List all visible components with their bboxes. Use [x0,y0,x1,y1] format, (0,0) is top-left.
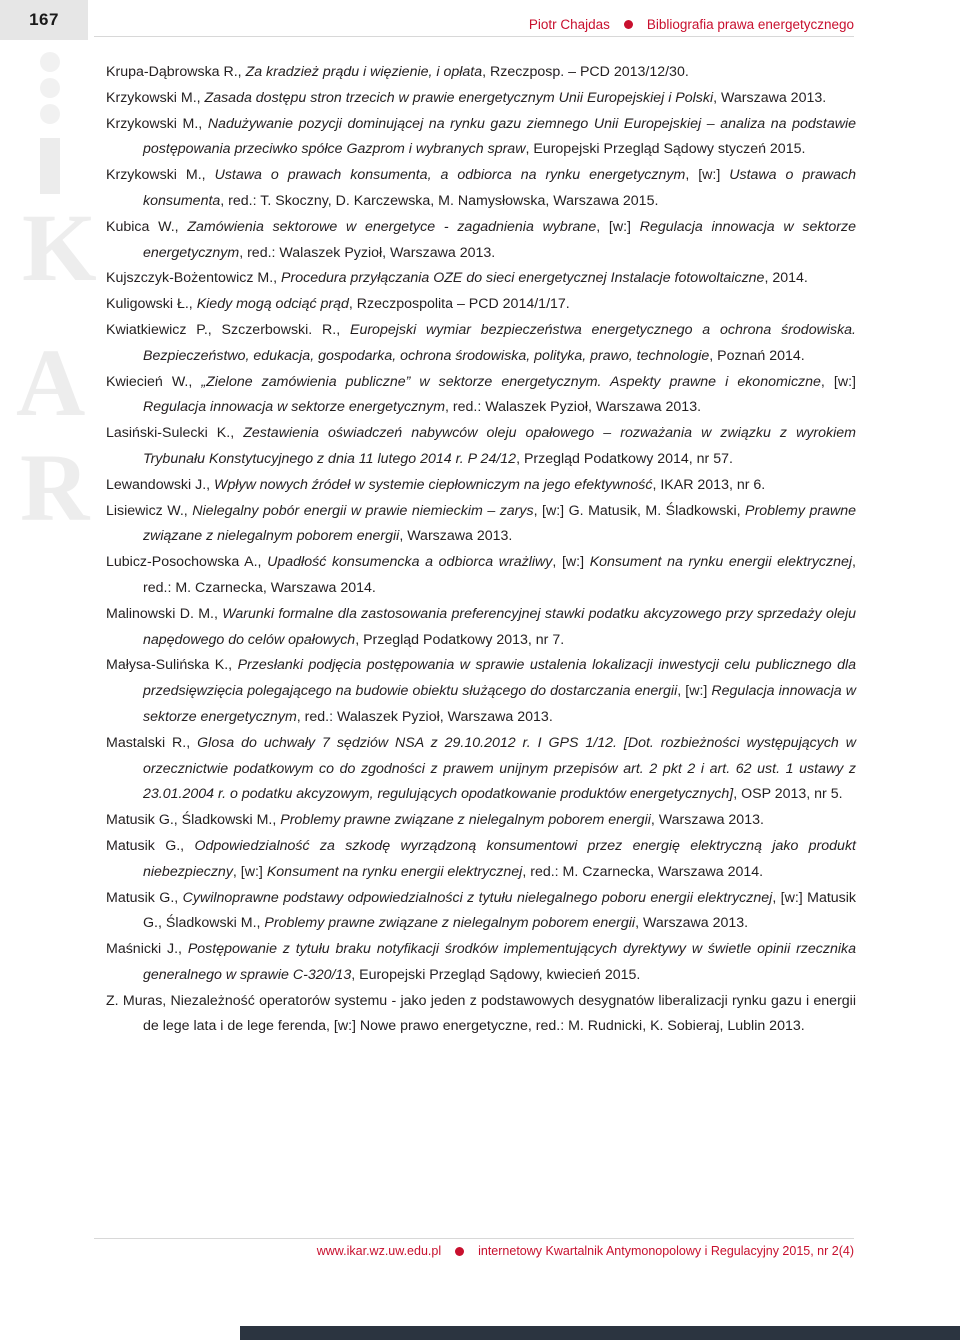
entry-title-segment: „Zielone zamówienia publiczne” w sektorze energetycznym. Aspekty prawne i ekonomiczne [201,373,821,390]
entry-title-segment: Konsument na rynku energii elektrycznej [266,863,523,880]
entry-text-segment: , [w:] G. Matusik, M. Śladkowski, [533,502,746,519]
entry-title-segment: Ustawa o prawach konsumenta [143,167,856,209]
entry-text-segment: , [w:] [677,683,712,700]
entry-text-segment: Kuligowski Ł., [106,296,197,313]
entry-title-segment: Za kradzież prądu i więzienie, i opłata [245,64,483,80]
bibliography-entry [106,163,856,215]
entry-title-segment: Europejski wymiar bezpieczeństwa energetycznego a ochrona środowiska. Bezpieczeństwo, edukacja, gospodarka, ochrona środowiska, polityka, prawo, technologie [143,321,856,364]
entry-title-segment: Ustawa o prawach konsumenta, a odbiorca na rynku energetycznym [214,167,686,184]
entry-title-segment: Zamówienia sektorowe w energetyce - zagadnienia wybrane [187,218,597,235]
entry-title-segment: Problemy prawne związane z nielegalnym poborem energii [264,915,636,932]
entry-title-segment: Konsument na rynku energii elektrycznej [589,554,853,571]
entry-title-segment: Wpływ nowych źródeł w systemie ciepłowniczym na jego efektywność [214,476,653,493]
bibliography-entry [106,266,856,292]
entry-title-segment: Problemy prawne związane z nielegalnym poborem energii [143,502,856,545]
bibliography-entry [106,421,856,473]
bibliography-entry [106,731,856,808]
footer-journal: internetowy Kwartalnik Antymonopolowy i Regulacyjny 2015, nr 2(4) [478,1244,854,1258]
bibliography-entry [106,602,856,654]
entry-title-segment: Regulacja innowacja w sektorze energetycznym [143,399,446,416]
entry-text-segment: Kubica W., [106,218,188,235]
entry-title-segment: Regulacja innowacja w sektorze energetycznym [143,683,856,725]
entry-text-segment: Z. Muras, Niezależność operatorów systemu - jako jeden z podstawowych desygnatów liberalizacji rynku gazu i energii de lege lata i de lege ferenda, [w:] Nowe prawo energetyczne, red.: M. Rudnicki, K. Sobieraj, Lublin 2013. [106,992,856,1035]
entry-text-segment: , Poznań 2014. [709,347,805,364]
header-rule [94,36,854,37]
entry-title-segment: Glosa do uchwały 7 sędziów NSA z 29.10.2012 r. I GPS 1/12. [Dot. rozbieżności występujących w orzecznictwie podatkowym co do zgodności z prawem unijnym przepisów art. 2 pkt 2 i art. 62 ust. 1 ustawy z 23.01.2004 r. [143,734,856,803]
entry-text-segment: , [w:] [596,218,640,235]
bibliography-entry [106,60,856,86]
entry-title-segment: Zestawienia oświadczeń nabywców oleju opałowego – rozważania w związku z wyrokiem Trybunału Konstytucyjnego z dnia 11 lutego 2014 r. P 24/12 [143,425,856,467]
logo-letter-a: A [16,329,86,436]
entry-text-segment: , Rzeczpospolita – PCD 2014/1/17. [348,296,570,313]
entry-text-segment: Lasiński-Sulecki K., [106,425,244,442]
entry-text-segment: , red.: M. Czarnecka, Warszawa 2014. [143,554,856,596]
entry-text-segment: , [w:] [820,373,856,390]
entry-text-segment: , Warszawa 2013. [650,812,764,829]
header-separator-dot [624,20,633,29]
entry-text-segment: Krzykowski M., [106,89,205,106]
entry-text-segment: Krzykowski M., [106,115,208,132]
bibliography-entry [106,473,856,499]
entry-text-segment: , 2014. [764,270,808,287]
entry-text-segment: , red.: M. Czarnecka, Warszawa 2014. [522,863,764,880]
bibliography-entry [106,989,856,1041]
logo-letter-r: R [20,434,90,541]
header-author: Piotr Chajdas [528,16,610,32]
logo-letter-k: K [22,194,97,301]
entry-text-segment: Lisiewicz W., [106,502,193,519]
entry-text-segment: , red.: Walaszek Pyzioł, Warszawa 2013. [445,399,702,416]
bibliography-entry [106,86,856,112]
entry-title-segment: o podatku akcyzowym, regulujących opodatkowanie produktów energetycznych] [226,786,734,803]
bibliography-entry [106,318,856,370]
entry-text-segment: , Europejski Przegląd Sądowy styczeń 2015. [525,141,806,158]
entry-text-segment: Kujszczyk-Bożentowicz M., [106,270,282,287]
entry-text-segment: , IKAR 2013, nr 6. [652,476,766,493]
footer-rule [94,1238,854,1239]
entry-text-segment: , red.: T. Skoczny, D. Karczewska, M. Namysłowska, Warszawa 2015. [220,192,659,209]
bibliography-entry [106,215,856,267]
bibliography-list [106,60,856,1040]
entry-title-segment: Problemy prawne związane z nielegalnym poborem energii [280,812,651,829]
entry-text-segment: Matusik G., [106,837,195,854]
entry-text-segment: , [w:] [552,554,590,571]
bibliography-entry [106,653,856,730]
bibliography-entry [106,499,856,551]
entry-text-segment: , Przegląd Podatkowy 2014, nr 57. [516,450,733,467]
bibliography-entry [106,370,856,422]
footer-url: www.ikar.wz.uw.edu.pl [316,1244,442,1258]
entry-text-segment: , red.: Walaszek Pyzioł, Warszawa 2013. [296,708,553,725]
entry-text-segment: Lewandowski J., [106,476,215,493]
entry-title-segment: Kiedy mogą odciąć prąd [196,296,349,313]
bibliography-entry [106,886,856,938]
entry-text-segment: Mastalski R., [106,734,198,751]
entry-text-segment: , [w:] Matusik G., Śladkowski M., [143,889,857,932]
entry-text-segment: Krzykowski M., [106,167,215,184]
entry-text-segment: Małysa-Sulińska K., [106,657,238,674]
entry-title-segment: Upadłość konsumencka a odbiorca wrażliwy [267,554,553,571]
entry-text-segment: Malinowski D. M., [106,605,223,622]
entry-title-segment: Odpowiedzialność za szkodę wyrządzoną konsumentowi przez energię elektryczną jako produkt niebezpieczny [143,837,856,880]
entry-text-segment: Kwiatkiewicz P., Szczerbowski. R., [106,321,350,338]
entry-title-segment: Regulacja innowacja w sektorze energetycznym [143,218,856,261]
entry-text-segment: Krupa-Dąbrowska R., [106,64,246,80]
entry-text-segment: Lubicz-Posochowska A., [106,554,268,571]
footer [317,1242,854,1260]
entry-title-segment: Nadużywanie pozycji dominującej na rynku gazu ziemnego Unii Europejskiej – analiza na podstawie postępowania przeciwko spółce Gazprom i wybranych spraw [143,115,857,158]
entry-text-segment: Matusik G., Śladkowski M., [106,812,281,829]
entry-text-segment: Matusik G., [106,889,183,906]
bibliography-entry [106,292,856,318]
bibliography-entry [106,550,856,602]
entry-text-segment: , Rzeczposp. – PCD 2013/12/30. [482,64,689,80]
entry-text-segment: , Warszawa 2013. [713,89,827,106]
bibliography-entry [106,112,856,164]
entry-title-segment: Cywilnoprawne podstawy odpowiedzialności z tytułu nielegalnego poboru energii elektrycznej [182,889,773,906]
entry-text-segment: , [w:] [685,167,730,184]
bibliography-entry [106,937,856,989]
logo-letter-i [40,138,60,194]
entry-title-segment: Procedura przyłączania OZE do sieci energetycznej Instalacje fotowoltaiczne [281,270,765,287]
entry-text-segment: , Warszawa 2013. [399,528,513,545]
entry-text-segment: , [w:] [232,863,267,880]
entry-text-segment: Kwiecień W., [106,373,202,390]
entry-title-segment: Zasada dostępu stron trzecich w prawie energetycznym Unii Europejskiej i Polski [204,89,714,106]
entry-title-segment: Nielegalny pobór energii w prawie niemieckim – zarys [192,502,534,519]
entry-text-segment: , red.: Walaszek Pyzioł, Warszawa 2013. [239,244,496,261]
footer-separator-dot [455,1247,464,1256]
entry-text-segment: , Europejski Przegląd Sądowy, kwiecień 2015. [351,966,641,983]
entry-text-segment: , OSP 2013, nr 5. [733,786,843,803]
bottom-band [0,1326,960,1340]
entry-text-segment: , Przegląd Podatkowy 2013, nr 7. [355,631,565,648]
entry-text-segment: Maśnicki J., [106,941,188,958]
bibliography-entry [106,834,856,886]
page-number: 167 [0,0,88,40]
entry-title-segment: Warunki formalne dla zastosowania preferencyjnej stawki podatku akcyzowego przy sprzedaży oleju napędowego do celów opałowych [143,605,856,648]
entry-text-segment: , Warszawa 2013. [635,915,749,932]
ikar-logo-watermark [16,40,97,541]
entry-title-segment: Przesłanki podjęcia postępowania w sprawie ustalenia lokalizacji inwestycji celu publicznego dla przedsięwzięcia polegającego na budowie obiektu służącego do dostarczania energii [143,657,857,700]
logo-i-dots [40,52,60,130]
entry-title-segment: Postępowanie z tytułu braku notyfikacji środków implementujących dyrektywy w świetle opinii rzecznika generalnego w sprawie C-320/13 [143,941,856,983]
header-title: Bibliografia prawa energetycznego [646,16,854,32]
bibliography-entry [106,808,856,834]
running-header [92,14,854,34]
